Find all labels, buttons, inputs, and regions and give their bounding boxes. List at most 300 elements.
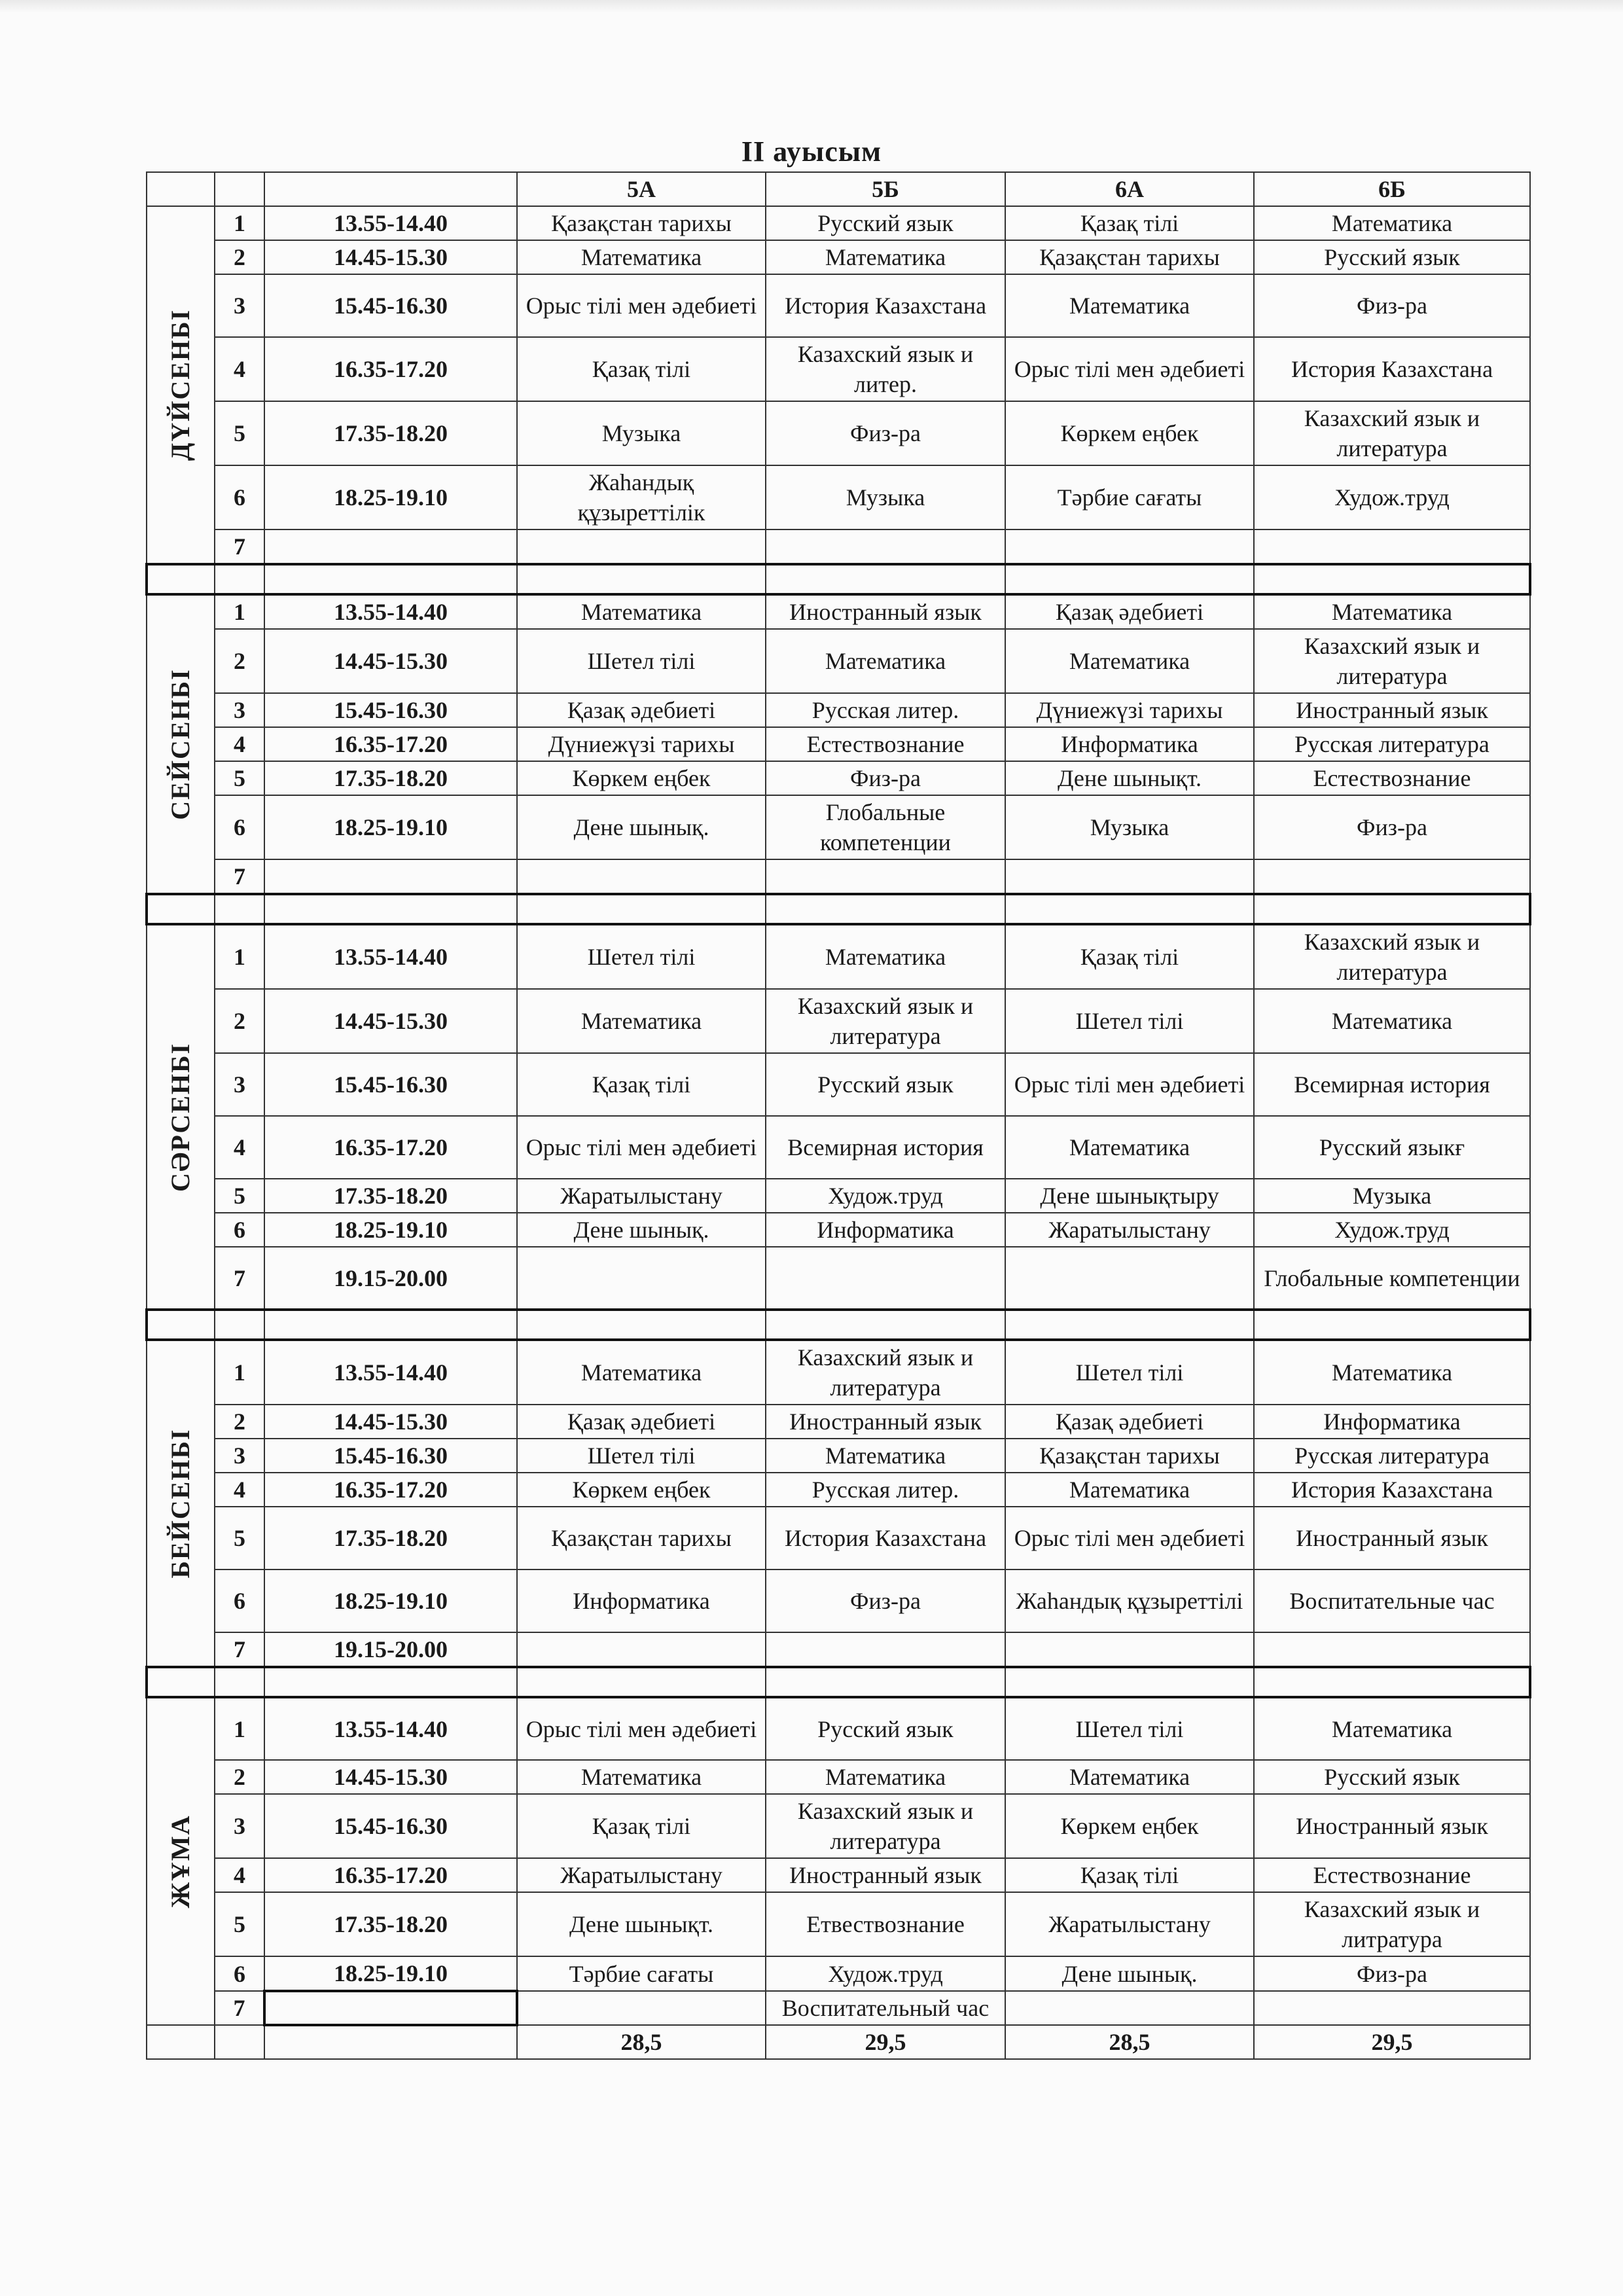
separator-cell [264, 1310, 517, 1340]
subject-cell: Естествознание [1254, 1858, 1530, 1892]
lesson-number: 7 [215, 859, 264, 894]
separator-cell [264, 894, 517, 924]
subject-cell [1254, 529, 1530, 564]
lesson-number: 6 [215, 1213, 264, 1247]
lesson-time: 13.55-14.40 [264, 594, 517, 629]
subject-cell: Қазақ тілі [517, 1794, 766, 1858]
lesson-number: 5 [215, 1507, 264, 1570]
subject-cell: Иностранный язык [766, 1405, 1005, 1439]
subject-cell: Математика [1005, 1760, 1254, 1794]
day-separator-row [147, 564, 1530, 594]
separator-cell [147, 894, 215, 924]
lesson-row [147, 1340, 1530, 1405]
subject-cell: Русский язык [766, 1053, 1005, 1116]
subject-cell: Жаһандық құзыреттілік [517, 465, 766, 529]
lesson-time: 17.35-18.20 [264, 1179, 517, 1213]
subject-cell: Русский язык [1254, 240, 1530, 274]
class-header: 5А [517, 172, 766, 206]
subject-cell: Шетел тілі [517, 629, 766, 693]
separator-cell [1005, 1310, 1254, 1340]
subject-cell: Көркем еңбек [1005, 401, 1254, 465]
subject-cell: Информатика [766, 1213, 1005, 1247]
subject-cell: Русская литер. [766, 1473, 1005, 1507]
lesson-row [147, 761, 1530, 795]
subject-cell [766, 859, 1005, 894]
day-label: ЖҰМА [166, 1814, 195, 1909]
lesson-row [147, 1179, 1530, 1213]
lesson-number: 7 [215, 1991, 264, 2025]
lesson-row [147, 1570, 1530, 1632]
lesson-time: 15.45-16.30 [264, 1794, 517, 1858]
lesson-time: 14.45-15.30 [264, 629, 517, 693]
class-header: 6А [1005, 172, 1254, 206]
subject-cell: Иностранный язык [1254, 1794, 1530, 1858]
subject-cell [1254, 1632, 1530, 1667]
subject-cell: Математика [1005, 1116, 1254, 1179]
lesson-number: 5 [215, 1892, 264, 1956]
total-hours: 28,5 [517, 2025, 766, 2059]
separator-cell [517, 1310, 766, 1340]
subject-cell: Физ-ра [766, 1570, 1005, 1632]
subject-cell: Дүниежүзі тарихы [517, 727, 766, 761]
class-header: 6Б [1254, 172, 1530, 206]
day-separator-row [147, 1667, 1530, 1697]
subject-cell: Орыс тілі мен әдебиеті [1005, 1507, 1254, 1570]
subject-cell: История Казахстана [766, 274, 1005, 337]
total-hours: 29,5 [766, 2025, 1005, 2059]
subject-cell: Русская литература [1254, 1439, 1530, 1473]
scan-edge [0, 0, 1623, 13]
subject-cell: Қазақ тілі [517, 337, 766, 401]
lesson-row [147, 1697, 1530, 1760]
subject-cell: Дене шынық. [517, 795, 766, 859]
lesson-time: 14.45-15.30 [264, 1405, 517, 1439]
lesson-number: 6 [215, 1570, 264, 1632]
day-cell [147, 924, 215, 1310]
lesson-time: 17.35-18.20 [264, 1507, 517, 1570]
lesson-time: 16.35-17.20 [264, 1473, 517, 1507]
subject-cell [1005, 1632, 1254, 1667]
subject-cell: Қазақстан тарихы [517, 1507, 766, 1570]
day-cell [147, 594, 215, 894]
separator-cell [215, 894, 264, 924]
lesson-time: 18.25-19.10 [264, 795, 517, 859]
subject-cell [766, 529, 1005, 564]
subject-cell: Қазақ әдебиеті [1005, 1405, 1254, 1439]
subject-cell: Математика [1254, 1697, 1530, 1760]
subject-cell: Математика [1005, 1473, 1254, 1507]
subject-cell: Физ-ра [1254, 795, 1530, 859]
subject-cell: Орыс тілі мен әдебиеті [517, 274, 766, 337]
subject-cell: Худож.труд [1254, 1213, 1530, 1247]
subject-cell: Информатика [517, 1570, 766, 1632]
timetable [145, 171, 1531, 2060]
lesson-time: 18.25-19.10 [264, 1213, 517, 1247]
day-label: ДҮЙСЕНБІ [166, 308, 195, 461]
subject-cell: Иностранный язык [1254, 1507, 1530, 1570]
separator-cell [215, 1310, 264, 1340]
lesson-time: 13.55-14.40 [264, 1697, 517, 1760]
separator-cell [264, 1667, 517, 1697]
subject-cell: Русская литер. [766, 693, 1005, 727]
lesson-row [147, 859, 1530, 894]
subject-cell [517, 859, 766, 894]
subject-cell: Математика [1254, 1340, 1530, 1405]
separator-cell [517, 1667, 766, 1697]
header-row [147, 172, 1530, 206]
lesson-time: 18.25-19.10 [264, 1956, 517, 1991]
separator-cell [1254, 564, 1530, 594]
lesson-number: 4 [215, 727, 264, 761]
subject-cell: Математика [517, 989, 766, 1053]
lesson-number: 5 [215, 401, 264, 465]
separator-cell [766, 564, 1005, 594]
lesson-time [264, 859, 517, 894]
subject-cell: Математика [1254, 989, 1530, 1053]
lesson-row [147, 274, 1530, 337]
subject-cell: Казахский язык и литература [766, 1340, 1005, 1405]
lesson-time: 19.15-20.00 [264, 1247, 517, 1310]
lesson-row [147, 1507, 1530, 1570]
lesson-row [147, 206, 1530, 240]
subject-cell: Қазақ тілі [1005, 924, 1254, 989]
lesson-number: 1 [215, 1340, 264, 1405]
lesson-time: 14.45-15.30 [264, 240, 517, 274]
lesson-number: 6 [215, 795, 264, 859]
subject-cell: Русская литература [1254, 727, 1530, 761]
day-label: СӘРСЕНБІ [166, 1042, 195, 1192]
total-hours: 29,5 [1254, 2025, 1530, 2059]
separator-cell [517, 564, 766, 594]
subject-cell: Физ-ра [766, 401, 1005, 465]
separator-cell [147, 1667, 215, 1697]
lesson-row [147, 795, 1530, 859]
subject-cell: Математика [766, 1439, 1005, 1473]
lesson-time: 18.25-19.10 [264, 1570, 517, 1632]
subject-cell: Казахский язык и литература [1254, 924, 1530, 989]
subject-cell: Шетел тілі [517, 924, 766, 989]
subject-cell: Глобальные компетенции [766, 795, 1005, 859]
day-label: СЕЙСЕНБІ [166, 668, 195, 820]
subject-cell: Тәрбие сағаты [1005, 465, 1254, 529]
subject-cell: Иностранный язык [766, 1858, 1005, 1892]
lesson-time: 15.45-16.30 [264, 1439, 517, 1473]
lesson-number: 1 [215, 594, 264, 629]
separator-cell [517, 894, 766, 924]
lesson-row [147, 1405, 1530, 1439]
lesson-time: 19.15-20.00 [264, 1632, 517, 1667]
lesson-number: 1 [215, 1697, 264, 1760]
subject-cell: Орыс тілі мен әдебиеті [1005, 1053, 1254, 1116]
subject-cell: Русский язык [766, 206, 1005, 240]
subject-cell: Казахский язык и литература [766, 1794, 1005, 1858]
separator-cell [1254, 894, 1530, 924]
subject-cell [1254, 1991, 1530, 2025]
lesson-time: 13.55-14.40 [264, 924, 517, 989]
subject-cell: Дене шынық. [517, 1213, 766, 1247]
subject-cell: Казахский язык и литер. [766, 337, 1005, 401]
separator-cell [1254, 1667, 1530, 1697]
lesson-number: 1 [215, 206, 264, 240]
subject-cell: Тәрбие сағаты [517, 1956, 766, 1991]
subject-cell: Жаратылыстану [517, 1858, 766, 1892]
subject-cell: Қазақ әдебиеті [1005, 594, 1254, 629]
header-corner-day [147, 172, 215, 206]
subject-cell [1005, 529, 1254, 564]
subject-cell: Шетел тілі [1005, 1340, 1254, 1405]
subject-cell: Математика [1254, 206, 1530, 240]
subject-cell: Етвествознание [766, 1892, 1005, 1956]
subject-cell [1005, 859, 1254, 894]
lesson-row [147, 1991, 1530, 2025]
subject-cell [766, 1632, 1005, 1667]
subject-cell: Математика [517, 1760, 766, 1794]
subject-cell: Музыка [1005, 795, 1254, 859]
subject-cell: Жаратылыстану [517, 1179, 766, 1213]
lesson-number: 3 [215, 1439, 264, 1473]
lesson-row [147, 693, 1530, 727]
subject-cell: Жаһандық құзыреттілі [1005, 1570, 1254, 1632]
lesson-row [147, 1760, 1530, 1794]
subject-cell: Казахский язык и литратура [1254, 1892, 1530, 1956]
class-header: 5Б [766, 172, 1005, 206]
subject-cell: Шетел тілі [1005, 1697, 1254, 1760]
subject-cell: Худож.труд [1254, 465, 1530, 529]
separator-cell [766, 1667, 1005, 1697]
lesson-row [147, 1892, 1530, 1956]
subject-cell: Информатика [1005, 727, 1254, 761]
separator-cell [1005, 564, 1254, 594]
lesson-number: 7 [215, 1632, 264, 1667]
lesson-number: 3 [215, 274, 264, 337]
subject-cell: История Казахстана [766, 1507, 1005, 1570]
subject-cell: Музыка [766, 465, 1005, 529]
subject-cell [517, 1991, 766, 2025]
subject-cell: Казахский язык и литература [1254, 401, 1530, 465]
lesson-number: 3 [215, 1794, 264, 1858]
subject-cell: Музыка [517, 401, 766, 465]
subject-cell: Математика [517, 594, 766, 629]
subject-cell: Иностранный язык [1254, 693, 1530, 727]
lesson-time: 17.35-18.20 [264, 1892, 517, 1956]
subject-cell: Қазақ әдебиеті [517, 693, 766, 727]
subject-cell: Всемирная история [766, 1116, 1005, 1179]
lesson-time: 16.35-17.20 [264, 337, 517, 401]
subject-cell: Жаратылыстану [1005, 1213, 1254, 1247]
subject-cell: Математика [1005, 629, 1254, 693]
header-corner-num [215, 172, 264, 206]
lesson-number: 7 [215, 1247, 264, 1310]
subject-cell: История Казахстана [1254, 1473, 1530, 1507]
subject-cell: Воспитательный час [766, 1991, 1005, 2025]
lesson-number: 2 [215, 989, 264, 1053]
totals-blank [147, 2025, 215, 2059]
lesson-row [147, 1858, 1530, 1892]
lesson-number: 1 [215, 924, 264, 989]
lesson-time: 17.35-18.20 [264, 761, 517, 795]
subject-cell: Математика [517, 240, 766, 274]
totals-blank [264, 2025, 517, 2059]
subject-cell: Русский язык [766, 1697, 1005, 1760]
subject-cell: Информатика [1254, 1405, 1530, 1439]
subject-cell [1254, 859, 1530, 894]
subject-cell: Русский языкғ [1254, 1116, 1530, 1179]
separator-cell [264, 564, 517, 594]
subject-cell: Дене шынықт. [517, 1892, 766, 1956]
lesson-row [147, 529, 1530, 564]
subject-cell [1005, 1247, 1254, 1310]
lesson-row [147, 1213, 1530, 1247]
subject-cell: Математика [517, 1340, 766, 1405]
lesson-time: 16.35-17.20 [264, 1116, 517, 1179]
subject-cell: Математика [1254, 594, 1530, 629]
subject-cell: Қазақ тілі [517, 1053, 766, 1116]
lesson-row [147, 1956, 1530, 1991]
lesson-row [147, 1053, 1530, 1116]
lesson-number: 2 [215, 1405, 264, 1439]
lesson-row [147, 465, 1530, 529]
subject-cell: Шетел тілі [517, 1439, 766, 1473]
subject-cell: Казахский язык и литература [1254, 629, 1530, 693]
separator-cell [147, 564, 215, 594]
totals-blank [215, 2025, 264, 2059]
subject-cell: История Казахстана [1254, 337, 1530, 401]
lesson-time: 14.45-15.30 [264, 989, 517, 1053]
lesson-row [147, 989, 1530, 1053]
subject-cell [766, 1247, 1005, 1310]
lesson-row [147, 629, 1530, 693]
subject-cell: Орыс тілі мен әдебиеті [517, 1697, 766, 1760]
subject-cell: Жаратылыстану [1005, 1892, 1254, 1956]
day-label: БЕЙСЕНБІ [166, 1428, 195, 1579]
subject-cell: Көркем еңбек [1005, 1794, 1254, 1858]
lesson-row [147, 240, 1530, 274]
lesson-number: 4 [215, 337, 264, 401]
subject-cell: Дене шынықт. [1005, 761, 1254, 795]
lesson-row [147, 337, 1530, 401]
subject-cell [517, 1632, 766, 1667]
lesson-row [147, 1439, 1530, 1473]
separator-cell [766, 1310, 1005, 1340]
lesson-number: 6 [215, 1956, 264, 1991]
subject-cell: Физ-ра [766, 761, 1005, 795]
lesson-time: 16.35-17.20 [264, 1858, 517, 1892]
subject-cell: Дене шынықтыру [1005, 1179, 1254, 1213]
subject-cell: Воспитательные час [1254, 1570, 1530, 1632]
day-separator-row [147, 1310, 1530, 1340]
lesson-time: 15.45-16.30 [264, 274, 517, 337]
lesson-row [147, 1116, 1530, 1179]
lesson-time: 16.35-17.20 [264, 727, 517, 761]
day-cell [147, 1697, 215, 2025]
lesson-time: 13.55-14.40 [264, 1340, 517, 1405]
subject-cell [517, 1247, 766, 1310]
lesson-time: 14.45-15.30 [264, 1760, 517, 1794]
subject-cell: Естествознание [766, 727, 1005, 761]
lesson-number: 7 [215, 529, 264, 564]
subject-cell: Физ-ра [1254, 1956, 1530, 1991]
subject-cell: Қазақ тілі [1005, 1858, 1254, 1892]
lesson-number: 2 [215, 240, 264, 274]
subject-cell: Русский язык [1254, 1760, 1530, 1794]
totals-row [147, 2025, 1530, 2059]
subject-cell: Музыка [1254, 1179, 1530, 1213]
subject-cell: Всемирная история [1254, 1053, 1530, 1116]
separator-cell [215, 1667, 264, 1697]
subject-cell: Шетел тілі [1005, 989, 1254, 1053]
lesson-number: 4 [215, 1858, 264, 1892]
subject-cell: Қазақ әдебиеті [517, 1405, 766, 1439]
lesson-row [147, 924, 1530, 989]
lesson-row [147, 594, 1530, 629]
subject-cell [1005, 1991, 1254, 2025]
subject-cell: Казахский язык и литература [766, 989, 1005, 1053]
lesson-number: 2 [215, 629, 264, 693]
subject-cell: Қазақ тілі [1005, 206, 1254, 240]
subject-cell: Көркем еңбек [517, 761, 766, 795]
subject-cell [517, 529, 766, 564]
separator-cell [1254, 1310, 1530, 1340]
subject-cell: Қазақстан тарихы [1005, 240, 1254, 274]
day-separator-row [147, 894, 1530, 924]
subject-cell: Естествознание [1254, 761, 1530, 795]
subject-cell: Глобальные компетенции [1254, 1247, 1530, 1310]
lesson-row [147, 727, 1530, 761]
lesson-time: 15.45-16.30 [264, 693, 517, 727]
separator-cell [1005, 1667, 1254, 1697]
lesson-number: 5 [215, 761, 264, 795]
lesson-row [147, 1632, 1530, 1667]
lesson-number: 3 [215, 1053, 264, 1116]
separator-cell [147, 1310, 215, 1340]
subject-cell: Дүниежүзі тарихы [1005, 693, 1254, 727]
subject-cell: Математика [766, 924, 1005, 989]
subject-cell: Қазақстан тарихы [517, 206, 766, 240]
lesson-number: 3 [215, 693, 264, 727]
total-hours: 28,5 [1005, 2025, 1254, 2059]
lesson-time [264, 529, 517, 564]
lesson-row [147, 401, 1530, 465]
lesson-time: 15.45-16.30 [264, 1053, 517, 1116]
lesson-row [147, 1247, 1530, 1310]
day-cell [147, 206, 215, 564]
lesson-number: 4 [215, 1473, 264, 1507]
lesson-row [147, 1473, 1530, 1507]
subject-cell: Математика [766, 1760, 1005, 1794]
lesson-number: 4 [215, 1116, 264, 1179]
subject-cell: Математика [766, 629, 1005, 693]
separator-cell [766, 894, 1005, 924]
lesson-time: 17.35-18.20 [264, 401, 517, 465]
lesson-time: 13.55-14.40 [264, 206, 517, 240]
subject-cell: Орыс тілі мен әдебиеті [517, 1116, 766, 1179]
separator-cell [1005, 894, 1254, 924]
subject-cell: Худож.труд [766, 1179, 1005, 1213]
page-title: II ауысым [741, 135, 882, 168]
subject-cell: Көркем еңбек [517, 1473, 766, 1507]
lesson-row [147, 1794, 1530, 1858]
subject-cell: Дене шынық. [1005, 1956, 1254, 1991]
subject-cell: Худож.труд [766, 1956, 1005, 1991]
day-cell [147, 1340, 215, 1667]
lesson-number: 6 [215, 465, 264, 529]
subject-cell: Қазақстан тарихы [1005, 1439, 1254, 1473]
lesson-number: 5 [215, 1179, 264, 1213]
lesson-number: 2 [215, 1760, 264, 1794]
header-corner-time [264, 172, 517, 206]
subject-cell: Орыс тілі мен әдебиеті [1005, 337, 1254, 401]
subject-cell: Физ-ра [1254, 274, 1530, 337]
